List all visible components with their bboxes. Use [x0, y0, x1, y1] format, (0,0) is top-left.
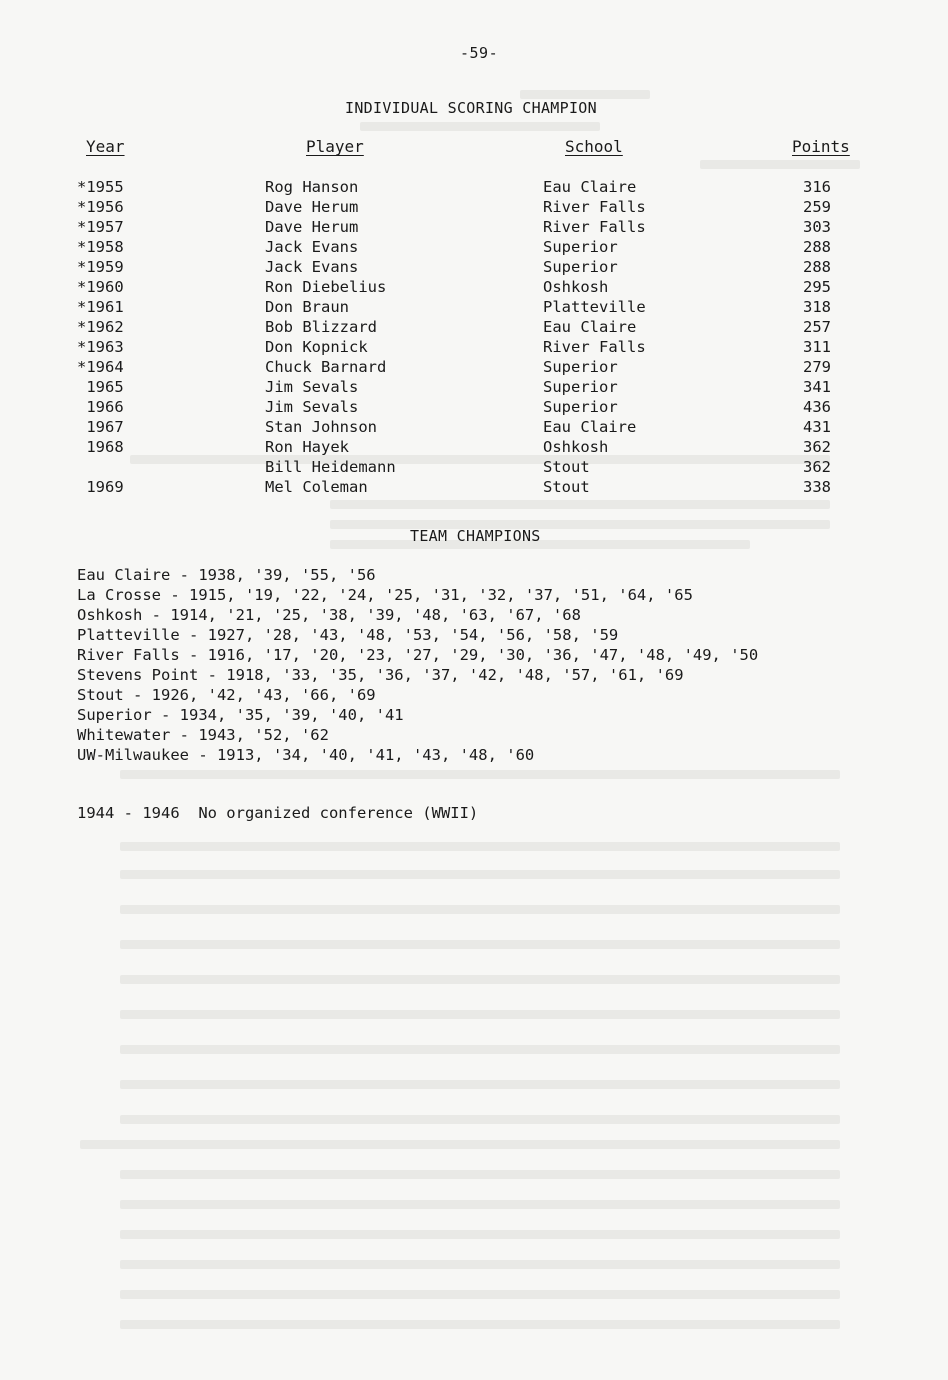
school-cell: Stout: [543, 458, 590, 476]
points-cell: 318: [803, 298, 831, 316]
school-cell: Oshkosh: [543, 438, 609, 456]
year-cell: *1956: [77, 198, 124, 216]
table-row: [0, 258, 948, 278]
player-cell: Stan Johnson: [265, 418, 377, 436]
table-row: [0, 278, 948, 298]
year-cell: *1964: [77, 358, 124, 376]
player-cell: Ron Hayek: [265, 438, 349, 456]
school-cell: Eau Claire: [543, 418, 637, 436]
table-row: [0, 458, 948, 478]
points-cell: 338: [803, 478, 831, 496]
points-cell: 257: [803, 318, 831, 336]
points-cell: 303: [803, 218, 831, 236]
school-cell: Oshkosh: [543, 278, 609, 296]
points-column-header: Points: [792, 137, 850, 156]
points-cell: 259: [803, 198, 831, 216]
player-column-header: Player: [306, 137, 364, 156]
points-cell: 436: [803, 398, 831, 416]
table-row: [0, 238, 948, 258]
table-row: [0, 218, 948, 238]
player-cell: Ron Diebelius: [265, 278, 387, 296]
school-cell: Superior: [543, 378, 618, 396]
school-column-header: School: [565, 137, 623, 156]
table-row: [0, 418, 948, 438]
list-item: UW-Milwaukee - 1913, '34, '40, '41, '43, '48, '60: [77, 746, 535, 764]
year-cell: 1967: [77, 418, 124, 436]
scoring-section-title: INDIVIDUAL SCORING CHAMPION: [345, 99, 597, 117]
player-cell: Mel Coleman: [265, 478, 368, 496]
table-row: [0, 298, 948, 318]
school-cell: Superior: [543, 258, 618, 276]
school-cell: Platteville: [543, 298, 646, 316]
year-cell: *1957: [77, 218, 124, 236]
player-cell: Jim Sevals: [265, 398, 359, 416]
points-cell: 295: [803, 278, 831, 296]
player-cell: Don Kopnick: [265, 338, 368, 356]
list-item: Superior - 1934, '35, '39, '40, '41: [77, 706, 404, 724]
year-cell: *1961: [77, 298, 124, 316]
school-cell: Superior: [543, 398, 618, 416]
player-cell: Rog Hanson: [265, 178, 359, 196]
player-cell: Jim Sevals: [265, 378, 359, 396]
school-cell: Superior: [543, 358, 618, 376]
player-cell: Jack Evans: [265, 258, 359, 276]
player-cell: Dave Herum: [265, 218, 359, 236]
points-cell: 316: [803, 178, 831, 196]
table-row: [0, 178, 948, 198]
school-cell: River Falls: [543, 218, 646, 236]
page-number: -59-: [460, 44, 499, 62]
list-item: Platteville - 1927, '28, '43, '48, '53, '54, '56, '58, '59: [77, 626, 619, 644]
year-cell: *1962: [77, 318, 124, 336]
table-row: [0, 338, 948, 358]
school-cell: Eau Claire: [543, 178, 637, 196]
table-row: [0, 478, 948, 498]
year-cell: 1969: [77, 478, 124, 496]
list-item: La Crosse - 1915, '19, '22, '24, '25, '31, '32, '37, '51, '64, '65: [77, 586, 693, 604]
list-item: Stout - 1926, '42, '43, '66, '69: [77, 686, 376, 704]
team-section-title: TEAM CHAMPIONS: [410, 527, 541, 545]
table-row: [0, 378, 948, 398]
school-cell: Superior: [543, 238, 618, 256]
school-cell: Stout: [543, 478, 590, 496]
points-cell: 431: [803, 418, 831, 436]
player-cell: Chuck Barnard: [265, 358, 387, 376]
table-row: [0, 318, 948, 338]
player-cell: Jack Evans: [265, 238, 359, 256]
points-cell: 311: [803, 338, 831, 356]
year-cell: *1955: [77, 178, 124, 196]
list-item: Whitewater - 1943, '52, '62: [77, 726, 329, 744]
points-cell: 341: [803, 378, 831, 396]
wwii-note: 1944 - 1946 No organized conference (WWII): [77, 804, 479, 822]
year-cell: 1968: [77, 438, 124, 456]
year-cell: *1959: [77, 258, 124, 276]
points-cell: 288: [803, 238, 831, 256]
table-row: [0, 198, 948, 218]
table-row: [0, 398, 948, 418]
year-cell: 1966: [77, 398, 124, 416]
player-cell: Bill Heidemann: [265, 458, 396, 476]
player-cell: Dave Herum: [265, 198, 359, 216]
table-row: [0, 438, 948, 458]
list-item: Stevens Point - 1918, '33, '35, '36, '37, '42, '48, '57, '61, '69: [77, 666, 684, 684]
points-cell: 288: [803, 258, 831, 276]
points-cell: 279: [803, 358, 831, 376]
year-cell: *1958: [77, 238, 124, 256]
list-item: Eau Claire - 1938, '39, '55, '56: [77, 566, 376, 584]
list-item: River Falls - 1916, '17, '20, '23, '27, '29, '30, '36, '47, '48, '49, '50: [77, 646, 759, 664]
school-cell: River Falls: [543, 338, 646, 356]
points-cell: 362: [803, 438, 831, 456]
player-cell: Don Braun: [265, 298, 349, 316]
school-cell: Eau Claire: [543, 318, 637, 336]
year-cell: *1963: [77, 338, 124, 356]
year-column-header: Year: [86, 137, 125, 156]
player-cell: Bob Blizzard: [265, 318, 377, 336]
points-cell: 362: [803, 458, 831, 476]
year-cell: 1965: [77, 378, 124, 396]
school-cell: River Falls: [543, 198, 646, 216]
table-row: [0, 358, 948, 378]
year-cell: *1960: [77, 278, 124, 296]
list-item: Oshkosh - 1914, '21, '25, '38, '39, '48, '63, '67, '68: [77, 606, 581, 624]
